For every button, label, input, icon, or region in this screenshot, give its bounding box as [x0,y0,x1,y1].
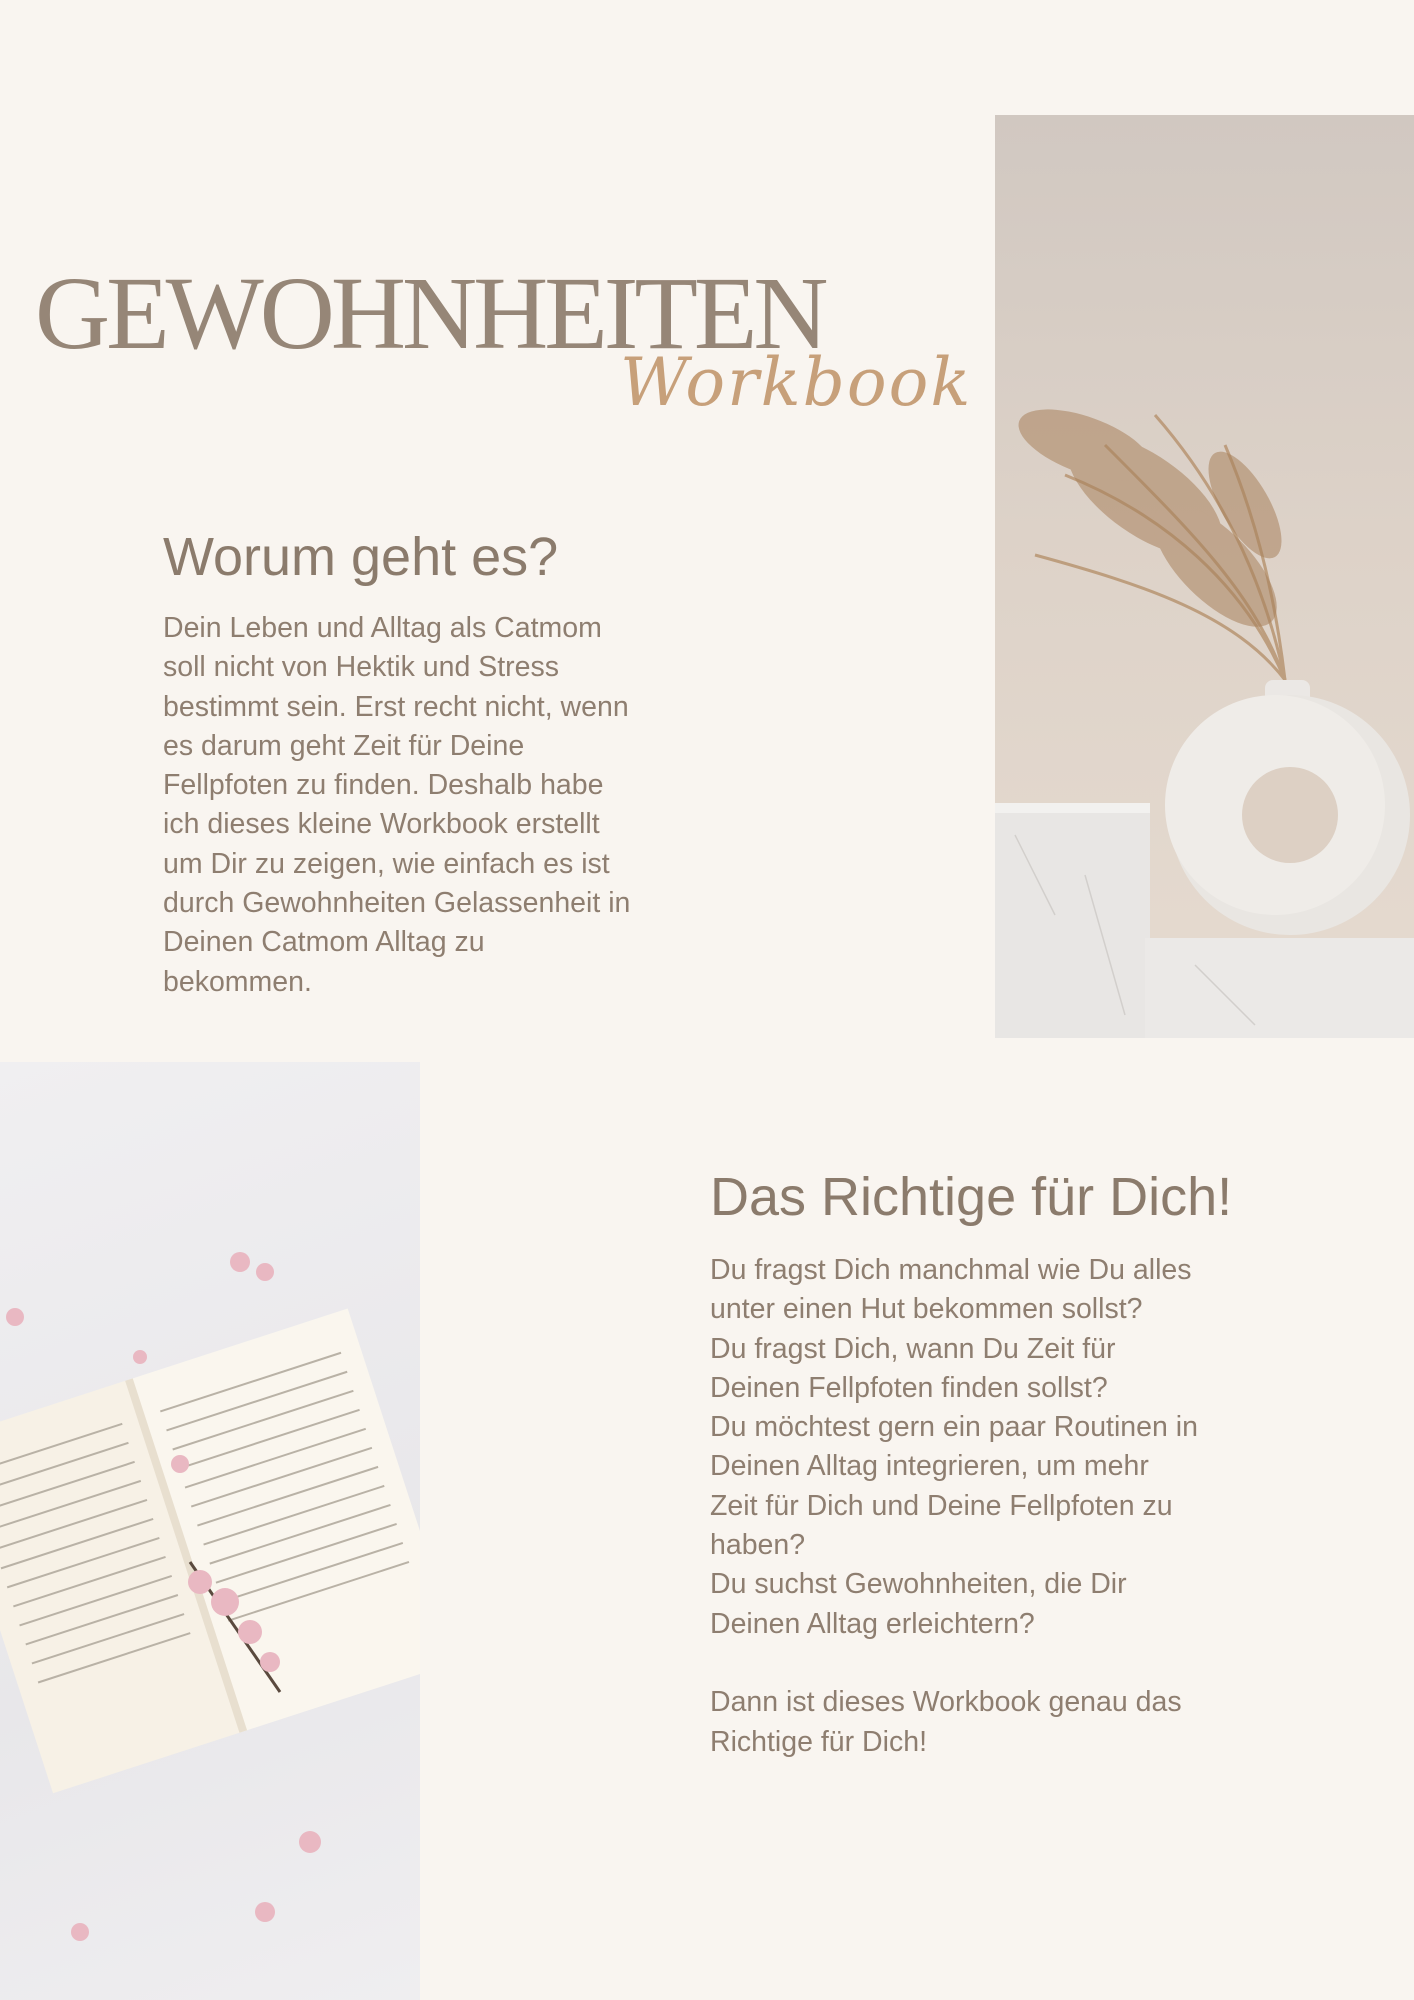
section-richtige [710,1165,1310,1762]
section-worum [163,525,723,1002]
vase-photo [995,115,1414,1038]
section-heading: Worum geht es? [163,527,559,587]
section-heading: Das Richtige für Dich! [710,1167,1233,1227]
section-body: Dein Leben und Alltag als Catmom soll nicht von Hektik und Stress bestimmt sein. Erst recht nicht, wenn es darum geht Zeit für Deine Fellpfoten zu finden. Deshalb habe ich dieses kleine Workbook erstellt um Dir zu zeigen, wie einfach es ist durch Gewohnheiten Gelassenheit in Deinen Catmom Alltag zu bekommen. [163,612,631,998]
book-photo [0,1062,420,2000]
section-body: Du fragst Dich manchmal wie Du alles unter einen Hut bekommen sollst? Du fragst Dich, wann Du Zeit für Deinen Fellpfoten finden sollst? Du möchtest gern ein paar Routinen in Deinen Alltag integrieren, um mehr Zeit für Dich und Deine Fellpfoten zu haben? Du suchst Gewohnheiten, die Dir Deinen Alltag erleichtern? Dann ist dieses Workbook genau das Richtige für Dich! [710,1254,1198,1758]
page-title: GEWOHNHEITEN [35,256,825,371]
page-subtitle: Workbook [620,344,973,421]
